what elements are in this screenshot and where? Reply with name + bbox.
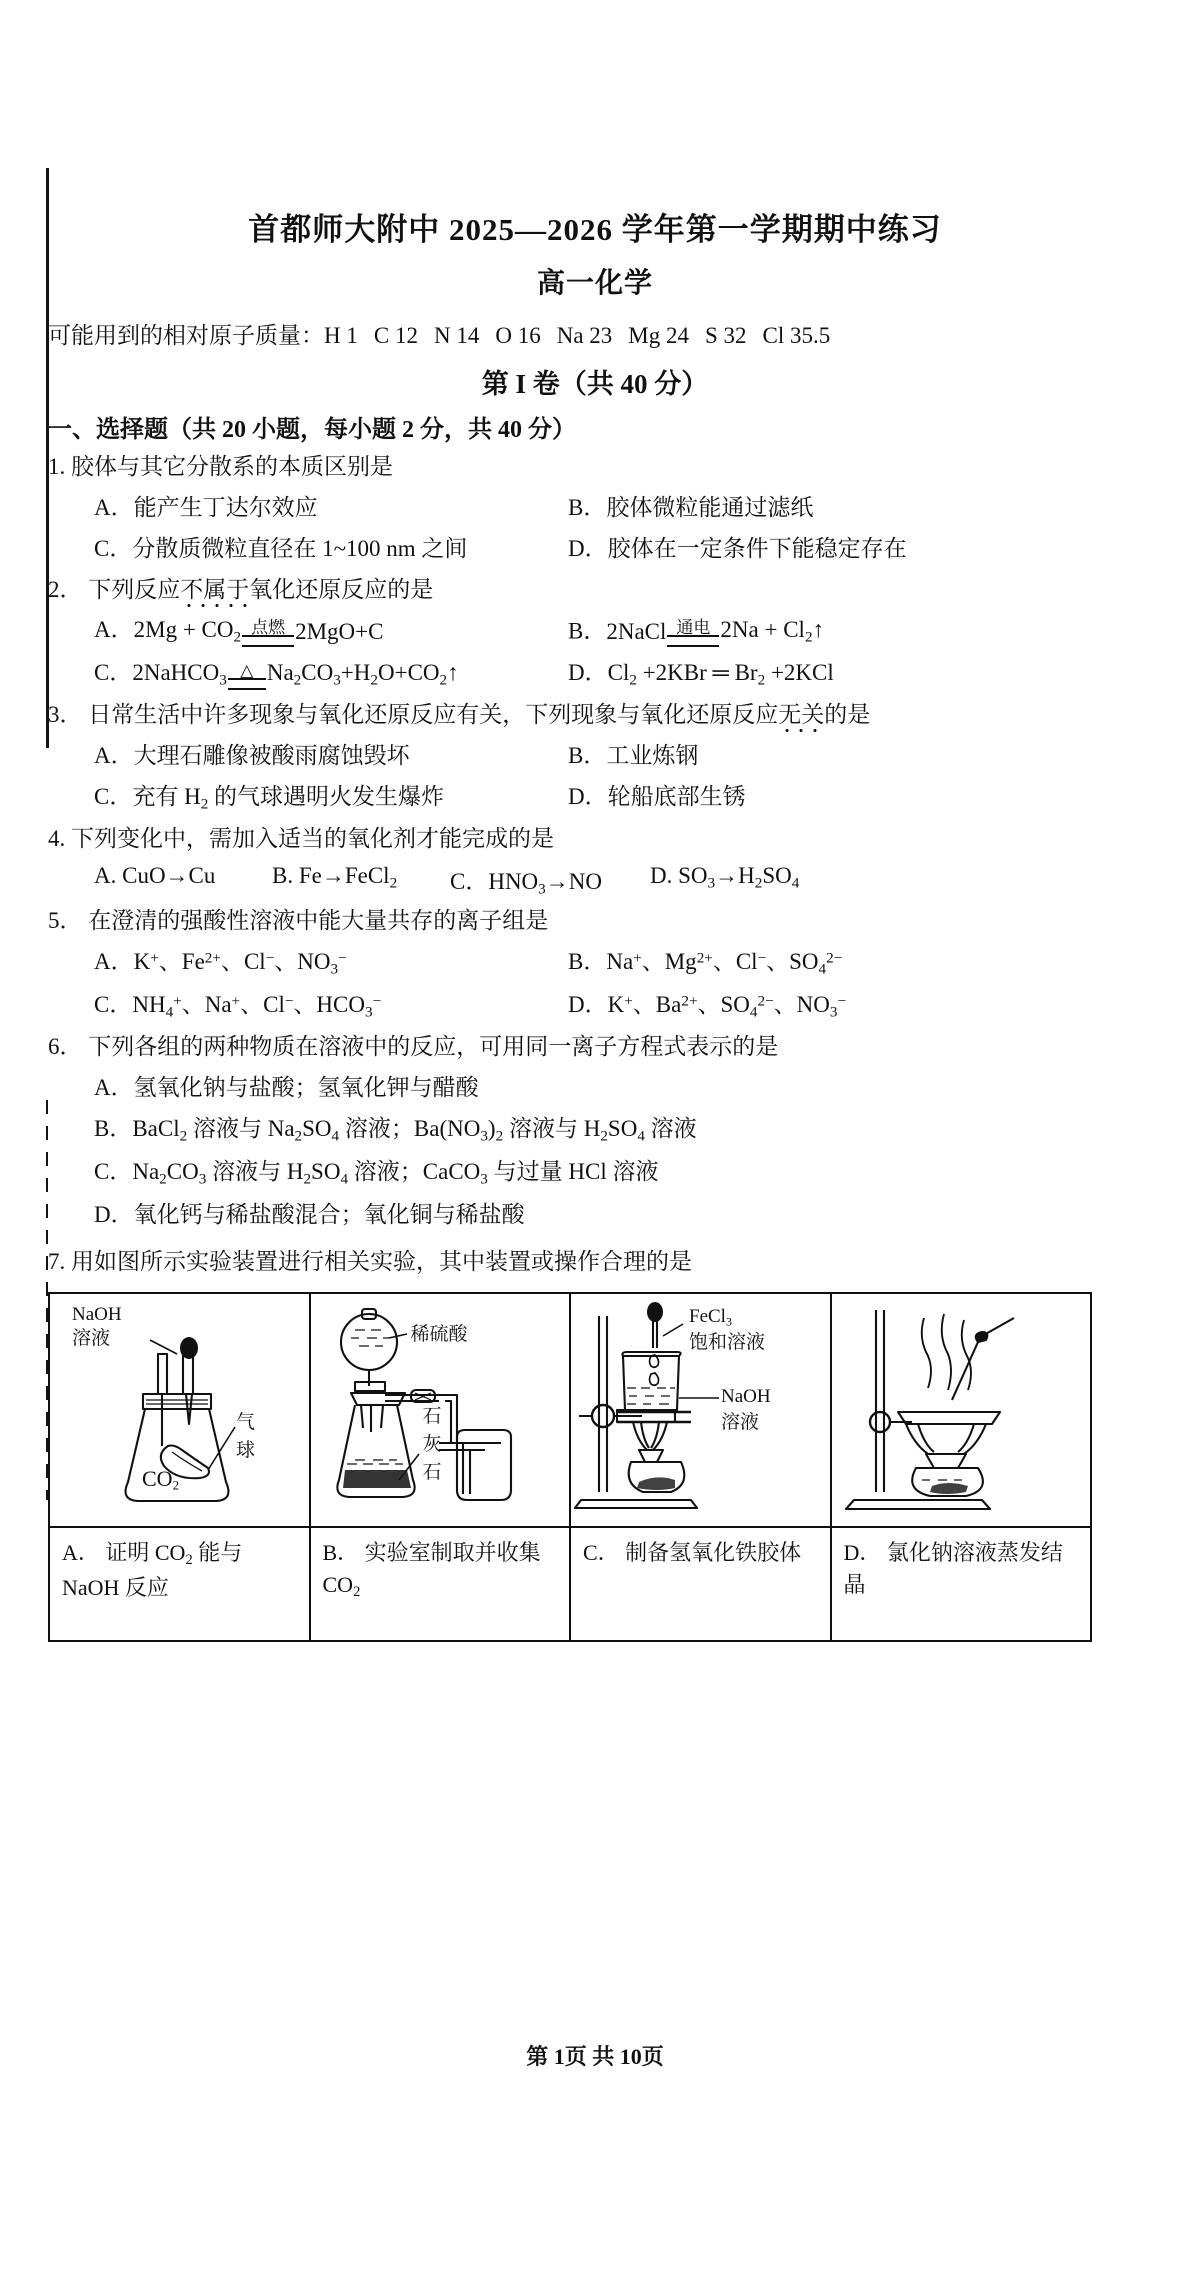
apparatus-cell-c — [571, 1294, 832, 1526]
question-2-number: 2． — [48, 576, 83, 602]
option-c[interactable]: C．$Na_2CO_3$ 溶液与 $H_2SO_4$ 溶液；CaCO$_3$ 与过量 HCl 溶液 — [94, 1159, 659, 1188]
option-c-left: 2NaHCO$_3$ — [132, 660, 227, 689]
subject-title: 高一化学 — [536, 268, 653, 300]
caption-d: D． 氯化钠溶液蒸发结晶 — [843, 1540, 1063, 1598]
option-c[interactable]: C．$NH_4^+$、Na+、Cl−、$HCO_3^-$ — [94, 992, 382, 1021]
atomic-mass-c: C 12 — [373, 323, 418, 349]
label-saturated-solution: 饱和溶液 — [689, 1332, 766, 1354]
question-3-emphasis: 无关 — [778, 702, 825, 728]
option-d[interactable] — [568, 656, 1142, 692]
atomic-mass-label: 可能用到的相对原子质量： — [48, 323, 324, 349]
option-a[interactable]: A．氢氧化钠与盐酸；氢氧化钾与醋酸 — [94, 1074, 479, 1100]
question-5-number: 5． — [48, 908, 83, 934]
option-c-label: C． — [94, 660, 133, 686]
question-5-options — [48, 945, 1142, 1024]
option-row — [48, 656, 1142, 692]
label-naoh-solution: 溶液 — [721, 1412, 760, 1434]
question-5 — [48, 905, 1142, 938]
option-a[interactable]: A. CuO→Cu — [94, 863, 216, 889]
atomic-mass-mg: Mg 24 — [628, 323, 689, 349]
option-c[interactable]: C．分散质微粒直径在 1~100 nm 之间 — [94, 536, 468, 562]
option-a[interactable] — [48, 613, 568, 649]
option-b[interactable]: B．工业炼钢 — [568, 742, 699, 768]
apparatus-cell-b — [311, 1294, 572, 1526]
question-3-options — [48, 739, 1142, 817]
reaction-condition-arrow — [228, 662, 266, 690]
question-1-stem: 胶体与其它分散系的本质区别是 — [71, 453, 393, 479]
atomic-mass-n: N 14 — [433, 323, 480, 349]
option-d[interactable]: D．K+、$Ba^{2+}$、$SO_4^{2-}$、$NO_3^-$ — [568, 992, 847, 1021]
question-4-options — [48, 863, 1142, 898]
label-naoh: NaOH — [721, 1386, 771, 1408]
option-b-left: 2NaCl — [606, 618, 667, 644]
label-dilute-sulfuric-acid: 稀硫酸 — [410, 1324, 468, 1346]
option-row — [48, 532, 1142, 567]
section-heading: 一、选择题（共 20 小题，每小题 2 分，共 40 分） — [48, 416, 576, 443]
question-6-options — [48, 1071, 1142, 1233]
option-c[interactable]: C．充有 $H_2$ 的气球遇明火发生爆炸 — [94, 784, 445, 813]
apparatus-cell-d — [832, 1294, 1091, 1526]
question-4-number: 4. — [48, 826, 66, 852]
label-limestone-2: 灰 — [422, 1434, 442, 1456]
option-a[interactable]: A．能产生丁达尔效应 — [94, 494, 318, 520]
label-balloon-1: 气 — [236, 1412, 256, 1434]
apparatus-caption-row — [50, 1526, 1090, 1640]
option-b[interactable]: B．Na+、$Mg^{2+}$、Cl−、$SO_4^{2-}$ — [568, 949, 843, 978]
label-naoh: NaOH — [72, 1304, 122, 1326]
option-b-right: $2Na + Cl_2↑$ — [720, 617, 825, 646]
option-d[interactable]: D．氧化钙与稀盐酸混合；氧化铜与稀盐酸 — [94, 1202, 525, 1228]
label-limestone-1: 石 — [422, 1406, 442, 1428]
apparatus-figure-row — [50, 1294, 1090, 1526]
option-d[interactable]: D. $SO_3\to H_2SO_4$ — [650, 863, 800, 892]
option-row — [48, 491, 1142, 526]
question-6-number: 6． — [48, 1034, 83, 1060]
option-b[interactable]: B．胶体微粒能通过滤纸 — [568, 494, 814, 520]
question-1-number: 1. — [48, 453, 66, 479]
option-b[interactable]: B．BaCl$_2$ 溶液与 $Na_2SO_4$ 溶液；$Ba(NO_3)_2$ 溶液与 $H_2SO_4$ 溶液 — [94, 1116, 697, 1145]
condition-label: 点燃 — [251, 618, 286, 638]
question-2-stem-post: 氧化还原反应的是 — [249, 576, 434, 602]
option-b[interactable]: B. Fe→FeCl$_2$ — [272, 863, 398, 892]
option-c[interactable]: C．$HNO_3\to NO$ — [450, 869, 602, 898]
label-fecl3: FeCl$_3$ — [689, 1306, 732, 1329]
label-naoh-solution: 溶液 — [72, 1328, 111, 1350]
condition-label: △ — [240, 661, 254, 681]
option-c[interactable] — [48, 656, 568, 692]
option-d[interactable]: D．胶体在一定条件下能稳定存在 — [568, 536, 907, 562]
question-7-stem: 用如图所示实验装置进行相关实验，其中装置或操作合理的是 — [71, 1248, 692, 1274]
question-1-options — [48, 491, 1142, 567]
question-3-stem-pre: 日常生活中许多现象与氧化还原反应有关，下列现象与氧化还原反应 — [88, 702, 779, 728]
option-a-left: $2Mg + CO_2$ — [133, 617, 242, 646]
question-2-stem-pre: 下列反应 — [88, 576, 181, 602]
apparatus-cell-a — [50, 1294, 311, 1526]
label-co2: $CO_2$ — [142, 1466, 180, 1494]
question-2 — [48, 574, 1142, 607]
atomic-mass-h: H 1 — [324, 323, 358, 349]
atomic-mass-line — [48, 319, 1142, 354]
option-d-text: $Cl_2 +2KBr$ ═ $Br_2 +2KCl$ — [607, 660, 834, 689]
question-7-number: 7. — [48, 1248, 66, 1274]
option-d-label: D． — [568, 660, 608, 686]
option-d[interactable]: D．轮船底部生锈 — [568, 784, 746, 810]
caption-a: A． 证明 $CO_2$ 能与 NaOH 反应 — [50, 1528, 311, 1640]
option-a-label: A． — [94, 617, 134, 643]
atomic-mass-na: Na 23 — [556, 323, 613, 349]
page-footer: 第 1页 共 10页 — [526, 2044, 664, 2069]
option-a[interactable]: A．大理石雕像被酸雨腐蚀毁坏 — [94, 742, 410, 768]
question-1 — [48, 451, 1142, 484]
question-3-number: 3． — [48, 702, 83, 728]
apparatus-table — [48, 1292, 1092, 1642]
caption-b: B． 实验室制取并收集 $CO_2$ — [311, 1528, 572, 1640]
label-balloon-2: 球 — [236, 1440, 256, 1462]
option-row — [48, 780, 1142, 816]
option-row — [48, 613, 1142, 649]
option-c-right: $Na_2CO_3+H_2O+CO_2↑$ — [266, 660, 459, 689]
option-row — [48, 945, 1142, 981]
atomic-mass-cl: Cl 35.5 — [762, 323, 831, 349]
condition-label: 通电 — [676, 618, 711, 638]
question-4 — [48, 823, 1142, 856]
question-3 — [48, 699, 1142, 732]
atomic-mass-o: O 16 — [495, 323, 541, 349]
evaporation-crystallization-figure — [832, 1294, 1091, 1526]
option-row — [48, 739, 1142, 774]
question-2-options — [48, 613, 1142, 692]
atomic-mass-s: S 32 — [705, 323, 747, 349]
reaction-condition-arrow — [242, 619, 294, 647]
page-title: 首都师大附中 2025—2026 学年第一学期期中练习 — [248, 212, 942, 247]
option-b-label: B． — [568, 618, 607, 644]
question-6-stem: 下列各组的两种物质在溶液中的反应，可用同一离子方程式表示的是 — [88, 1034, 779, 1060]
question-4-stem: 下列变化中，需加入适当的氧化剂才能完成的是 — [71, 826, 554, 852]
option-b[interactable] — [568, 613, 1142, 649]
option-a[interactable]: A．K+、$Fe^{2+}$、Cl−、$NO_3^-$ — [94, 949, 347, 978]
option-row — [48, 988, 1142, 1024]
question-7 — [48, 1246, 1142, 1279]
paper-section-heading: 第 I 卷（共 40 分） — [481, 368, 709, 399]
option-a-right: 2MgO+C — [295, 618, 384, 644]
question-2-emphasis: 不属于 — [180, 576, 250, 602]
label-limestone-3: 石 — [422, 1462, 442, 1484]
page-content — [48, 180, 1142, 1642]
question-6 — [48, 1031, 1142, 1064]
question-3-stem-post: 的是 — [824, 702, 871, 728]
question-5-stem: 在澄清的强酸性溶液中能大量共存的离子组是 — [88, 908, 549, 934]
caption-c: C． 制备氢氧化铁胶体 — [571, 1528, 832, 1640]
reaction-condition-arrow — [667, 619, 719, 647]
